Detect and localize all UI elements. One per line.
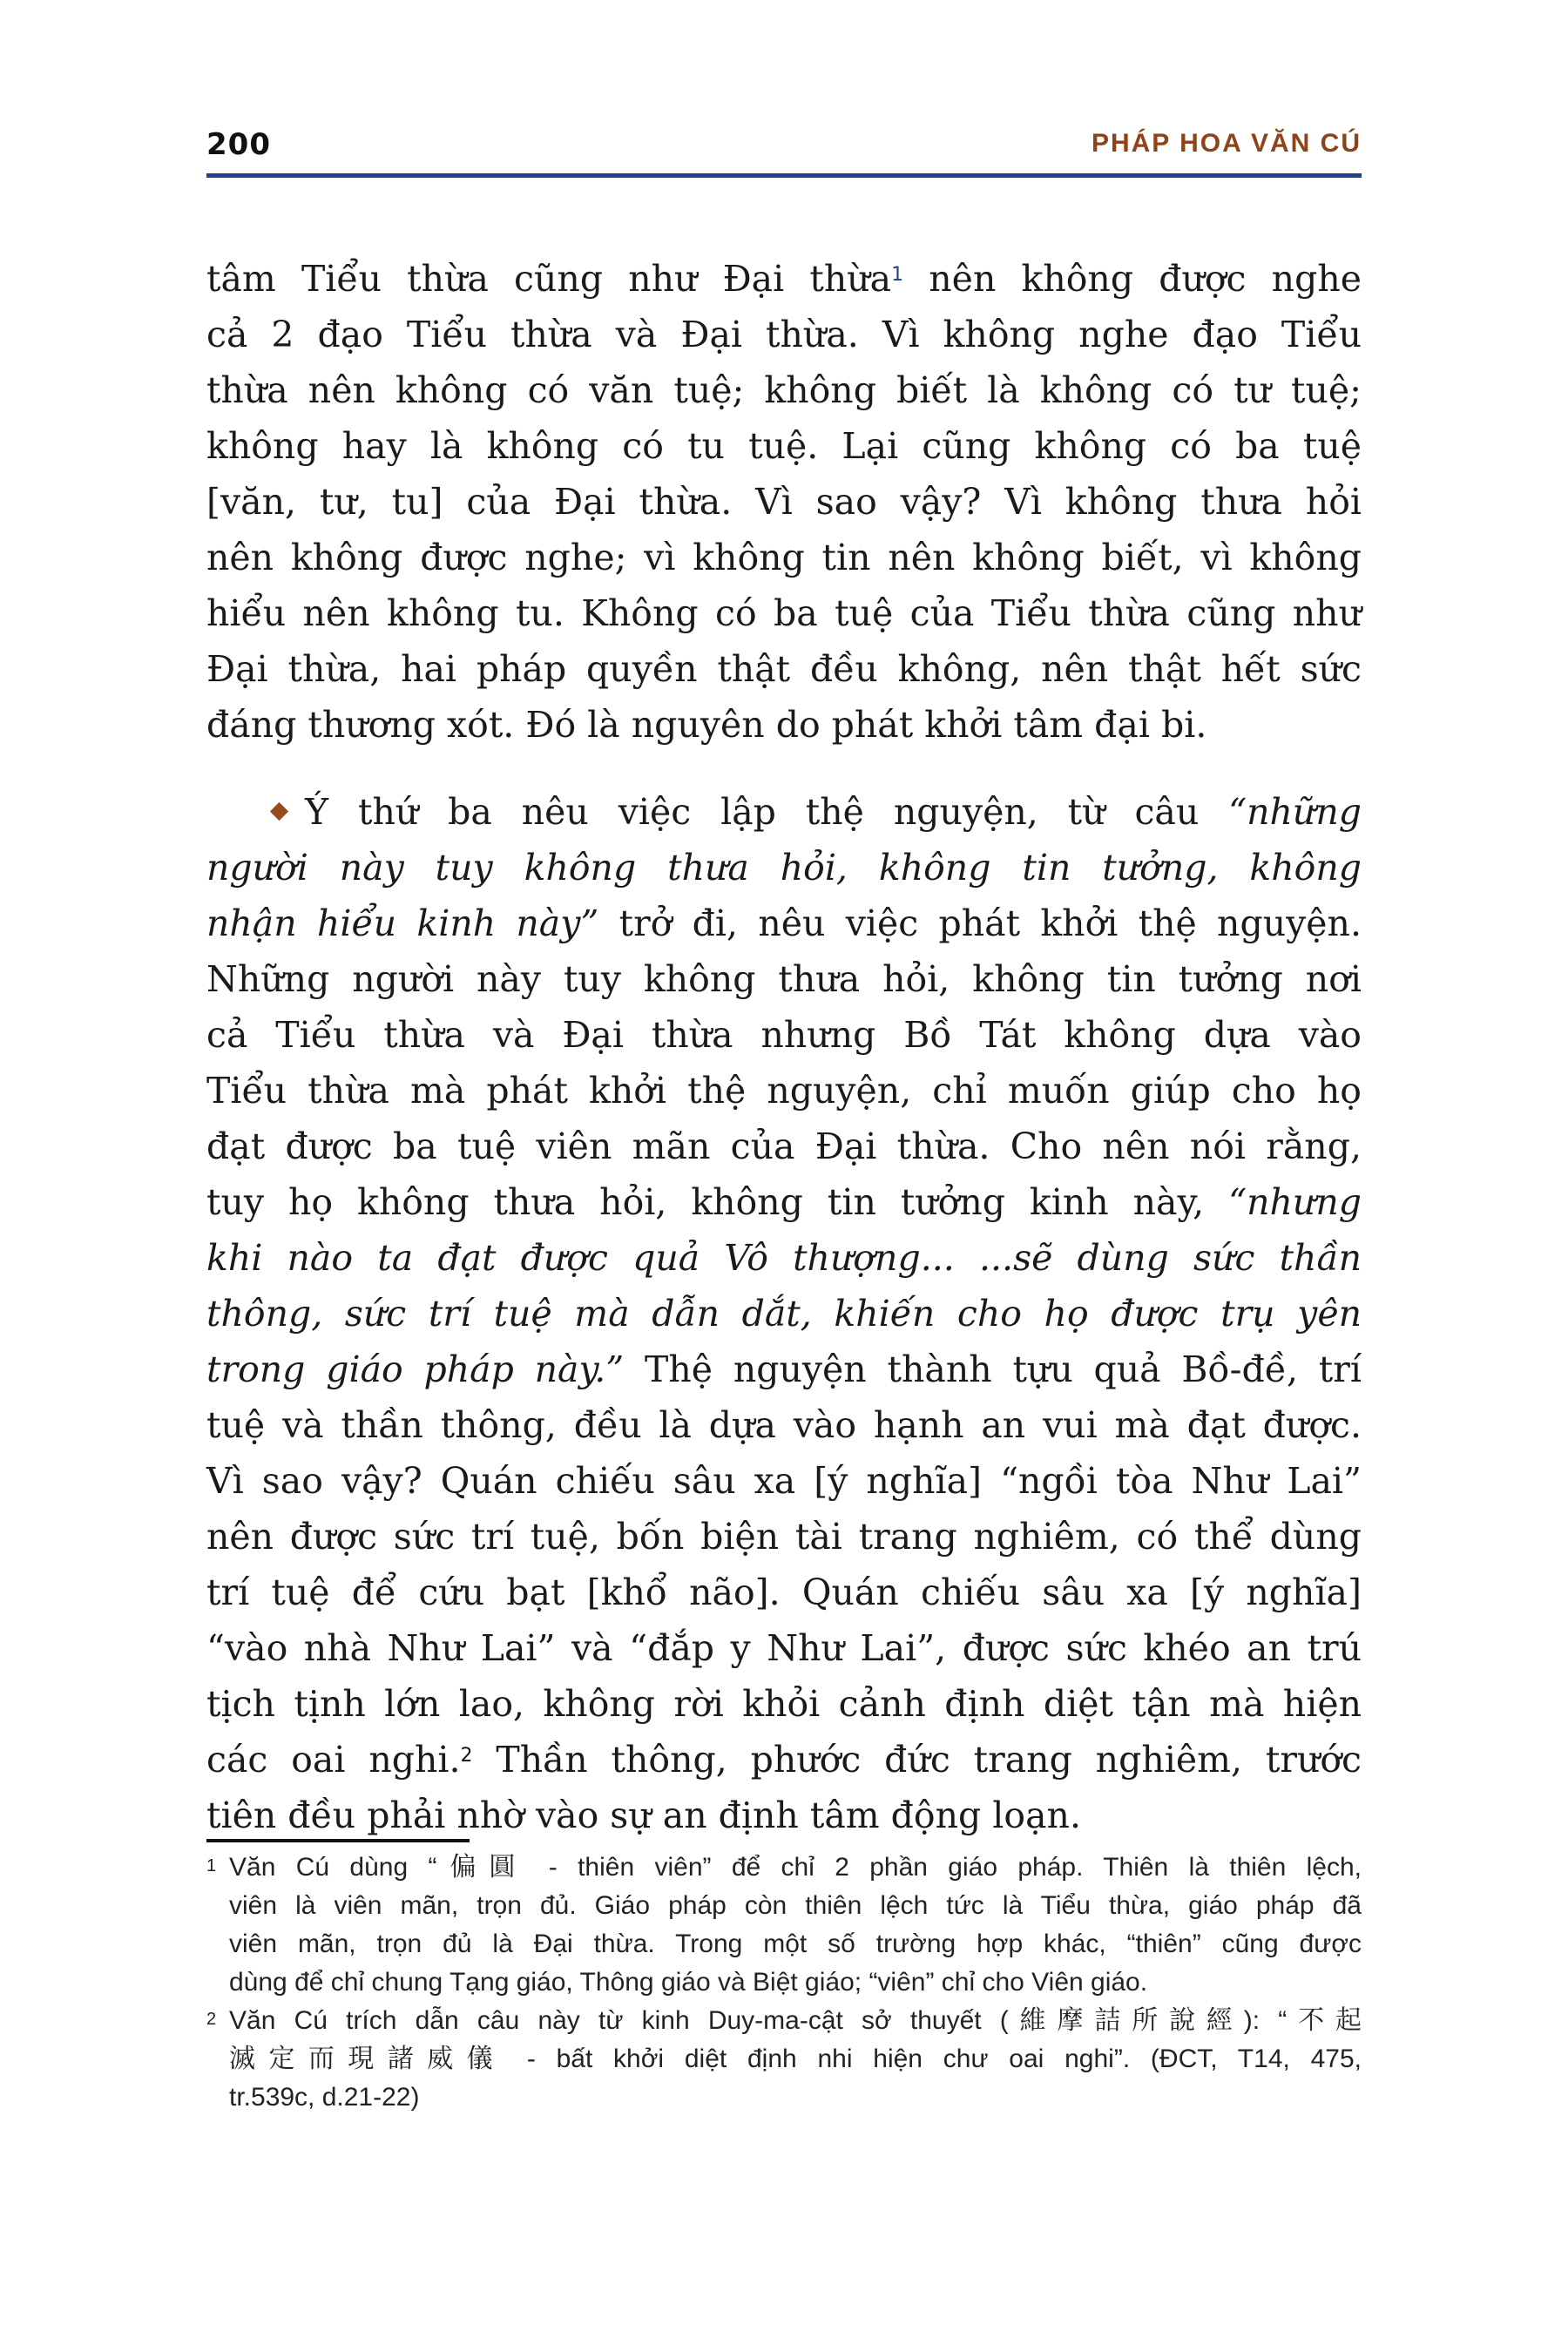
text-line: không hay là không có tu tuệ. Lại cũng không có ba tuệ — [206, 425, 1362, 467]
text-line — [206, 1230, 1362, 1286]
text-line — [206, 1174, 1362, 1230]
running-title: PHÁP HOA VĂN CÚ — [1091, 129, 1362, 158]
text-line: Vì sao vậy? Quán chiếu sâu xa [ý nghĩa] “ngồi tòa Như Lai” — [206, 1460, 1362, 1502]
quote-text: “nhưng — [1228, 1181, 1362, 1223]
page-number: 200 — [206, 127, 271, 162]
footnote-line: Văn Cú dùng “偏圓 - thiên viên” để chỉ 2 phần giáo pháp. Thiên là thiên lệch, — [229, 1853, 1362, 1882]
text-span: Ý thứ ba nêu việc lập thệ nguyện, từ câu — [305, 791, 1229, 833]
text-line: tuệ và thần thông, đều là dựa vào hạnh an vui mà đạt được. — [206, 1404, 1362, 1446]
page-header — [206, 122, 1362, 174]
quote-text: khi nào ta đạt được quả Vô thượng... ...sẽ dùng sức thần — [206, 1237, 1362, 1279]
text-line: cả 2 đạo Tiểu thừa và Đại thừa. Vì không nghe đạo Tiểu — [206, 314, 1362, 355]
footnotes — [206, 1848, 1362, 2117]
text-line: thừa nên không có văn tuệ; không biết là không có tư tuệ; — [206, 369, 1362, 411]
quote-text: trong giáo pháp này.” — [206, 1348, 625, 1390]
text-span: tâm Tiểu thừa cũng như Đại thừa — [206, 258, 892, 300]
text-line: tiên đều phải nhờ vào sự an định tâm động loạn. — [206, 1794, 1081, 1836]
text-span: nên không được nghe — [903, 258, 1362, 300]
footnote-number: 2 — [206, 2010, 217, 2029]
footnote-separator — [206, 1839, 470, 1842]
text-line: trí tuệ để cứu bạt [khổ não]. Quán chiếu sâu xa [ý nghĩa] — [206, 1571, 1362, 1613]
diamond-bullet-icon — [270, 802, 288, 821]
text-span: trở đi, nêu việc phát khởi thệ nguyện. — [598, 902, 1362, 944]
text-span: Thệ nguyện thành tựu quả Bồ-đề, trí — [624, 1348, 1362, 1390]
footnote-line: Văn Cú trích dẫn câu này từ kinh Duy-ma-cật sở thuyết (維摩詰所說經): “不起 — [229, 2006, 1362, 2035]
footnote-line: viên là viên mãn, trọn đủ. Giáo pháp còn thiên lệch tức là Tiểu thừa, giáo pháp đã — [229, 1891, 1362, 1920]
paragraph-2 — [206, 784, 1362, 1843]
text-span: các oai nghi. — [206, 1739, 461, 1781]
text-line: cả Tiểu thừa và Đại thừa nhưng Bồ Tát không dựa vào — [206, 1014, 1362, 1056]
footnote-1 — [206, 1848, 1362, 2002]
body-text — [206, 251, 1362, 1843]
footnote-2 — [206, 2002, 1362, 2117]
paragraph-1 — [206, 251, 1362, 753]
footnote-ref-1[interactable]: 1 — [891, 264, 904, 286]
footnote-line: viên mãn, trọn đủ là Đại thừa. Trong một số trường hợp khác, “thiên” cũng được — [229, 1930, 1362, 1958]
footnote-line: 滅定而現諸威儀 - bất khởi diệt định nhi hiện chư oai nghi”. (ĐCT, T14, 475, — [229, 2044, 1362, 2073]
text-line: nên không được nghe; vì không tin nên không biết, vì không — [206, 537, 1362, 578]
header-rule — [206, 173, 1362, 178]
text-line: nên được sức trí tuệ, bốn biện tài trang nghiêm, có thể dùng — [206, 1516, 1362, 1558]
footnote-ref-2[interactable]: 2 — [460, 1745, 473, 1767]
text-line — [206, 1732, 1362, 1788]
text-line: “vào nhà Như Lai” và “đắp y Như Lai”, được sức khéo an trú — [206, 1627, 1362, 1669]
text-line — [206, 1342, 1362, 1397]
text-line: Đại thừa, hai pháp quyền thật đều không, nên thật hết sức — [206, 648, 1362, 690]
quote-text: nhận hiểu kinh này” — [206, 902, 599, 944]
text-line — [206, 1286, 1362, 1342]
text-span: tuy họ không thưa hỏi, không tin tưởng kinh này, — [206, 1181, 1229, 1223]
text-span: Thần thông, phước đức trang nghiêm, trước — [472, 1739, 1362, 1781]
quote-text: thông, sức trí tuệ mà dẫn dắt, khiến cho họ được trụ yên — [206, 1293, 1362, 1335]
text-line — [206, 896, 1362, 951]
text-line: Tiểu thừa mà phát khởi thệ nguyện, chỉ muốn giúp cho họ — [206, 1070, 1362, 1112]
text-line — [206, 784, 1362, 840]
footnote-line: tr.539c, d.21-22) — [229, 2083, 420, 2112]
footnote-number: 1 — [206, 1856, 217, 1876]
text-line: Những người này tuy không thưa hỏi, không tin tưởng nơi — [206, 958, 1362, 1000]
quote-text: “những — [1228, 791, 1362, 833]
text-line: [văn, tư, tu] của Đại thừa. Vì sao vậy? Vì không thưa hỏi — [206, 481, 1362, 523]
text-line: đạt được ba tuệ viên mãn của Đại thừa. Cho nên nói rằng, — [206, 1125, 1362, 1167]
footnote-line: dùng để chỉ chung Tạng giáo, Thông giáo và Biệt giáo; “viên” chỉ cho Viên giáo. — [229, 1968, 1148, 1997]
text-line: đáng thương xót. Đó là nguyên do phát khởi tâm đại bi. — [206, 704, 1207, 746]
text-line: tịch tịnh lớn lao, không rời khỏi cảnh định diệt tận mà hiện — [206, 1683, 1362, 1725]
text-line — [206, 251, 1362, 307]
quote-text: người này tuy không thưa hỏi, không tin tưởng, không — [206, 847, 1362, 889]
text-line — [206, 840, 1362, 896]
text-line: hiểu nên không tu. Không có ba tuệ của Tiểu thừa cũng như — [206, 592, 1362, 634]
